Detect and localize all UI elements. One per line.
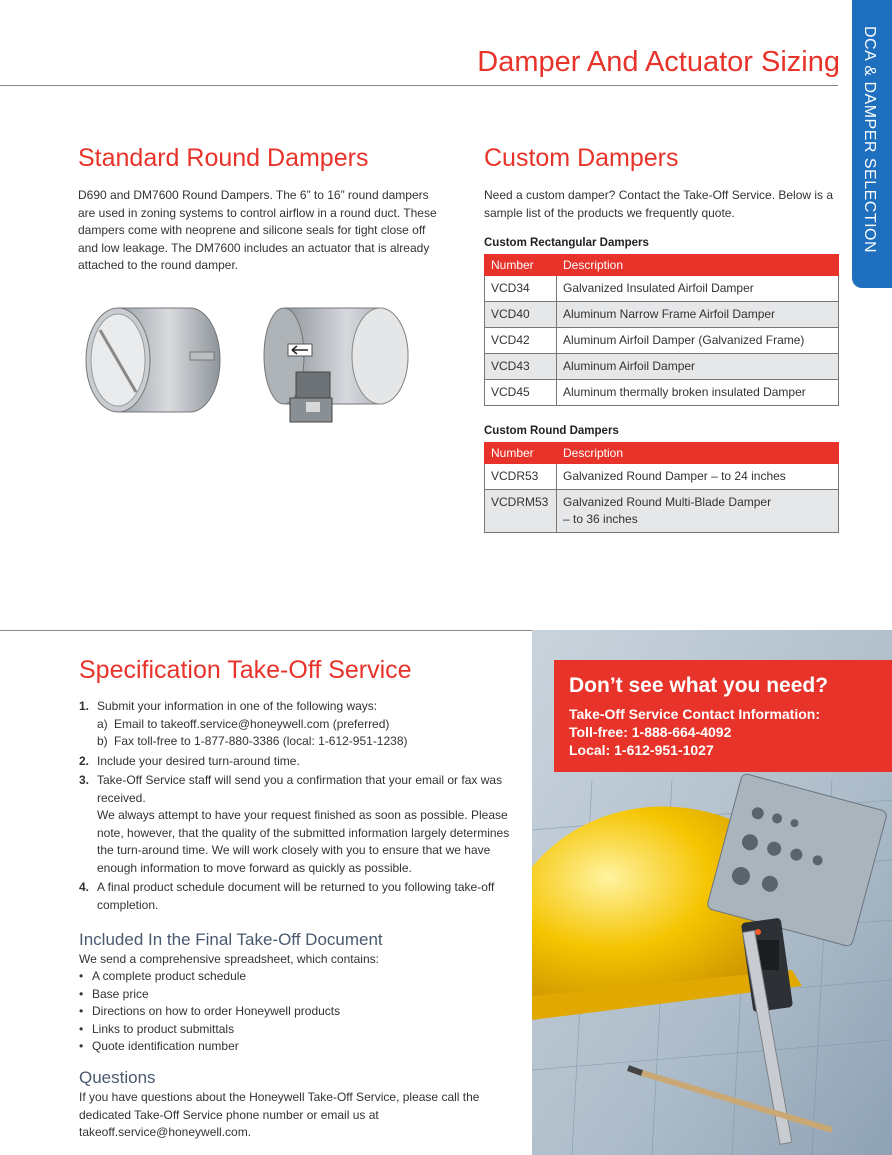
section-divider [0,630,532,631]
questions-text: If you have questions about the Honeywell Take-Off Service, please call the dedicated Take-Off Service phone number or email us at takeoff.service@honeywell.com. [79,1090,480,1139]
cell-description: Galvanized Round Multi-Blade Damper – to 36 inches [557,490,839,533]
step-note: We always attempt to have your request finished as soon as possible. Please note, however, that the quality of the submitted information largely determines the turn-around time. We will work closely with you to ensure that we have enough information to move forward as quickly as possible. [97,808,510,875]
cell-number: VCD34 [485,276,557,302]
included-list [79,968,340,1056]
list-item [79,753,519,771]
cell-description: Aluminum thermally broken insulated Damper [557,380,839,406]
title-divider [0,85,838,86]
rect-dampers-caption: Custom Rectangular Dampers [484,237,649,249]
takeoff-heading: Specification Take-Off Service [79,656,412,684]
col-header-description: Description [557,443,839,464]
included-intro: We send a comprehensive spreadsheet, which contains: [79,952,379,966]
table-row [485,328,839,354]
step-number: 1. [79,699,90,713]
custom-dampers-intro: Need a custom damper? Contact the Take-Off Service. Below is a sample list of the products we frequently quote. [484,188,834,220]
col-header-description: Description [557,255,839,276]
page-title: Damper And Actuator Sizing [477,46,840,78]
dm7600-round-damper-image [262,300,412,430]
step-number: 4. [79,880,90,894]
callout-local: Local: 1-612-951-1027 [569,742,714,758]
standard-dampers-heading: Standard Round Dampers [78,144,369,172]
list-item: • Links to product submittals [79,1021,340,1039]
table-row [485,380,839,406]
cell-description: Galvanized Round Damper – to 24 inches [557,464,839,490]
cell-description: Aluminum Narrow Frame Airfoil Damper [557,302,839,328]
standard-dampers-text: D690 and DM7600 Round Dampers. The 6” to 16” round dampers are used in zoning systems to control airflow in a round duct. These dampers come with neoprene and silicone seals for tight close off and low leakage. The DM7600 includes an actuator that is already attached to the round damper. [78,188,437,272]
step-number: 3. [79,773,90,787]
cell-description: Galvanized Insulated Airfoil Damper [557,276,839,302]
step-text: Take-Off Service staff will send you a confirmation that your email or fax was received. [97,773,503,805]
cell-number: VCDR53 [485,464,557,490]
list-item: • Quote identification number [79,1038,340,1056]
cell-number: VCD43 [485,354,557,380]
list-item [79,772,519,877]
sub-item [97,733,519,751]
round-dampers-caption: Custom Round Dampers [484,425,619,437]
list-item [79,698,519,751]
table-row [485,354,839,380]
table-row [485,276,839,302]
questions-heading: Questions [79,1068,156,1087]
callout-title: Don’t see what you need? [569,674,829,697]
col-header-number: Number [485,255,557,276]
d690-round-damper-image [78,300,228,420]
cell-number: VCD42 [485,328,557,354]
cell-description: Aluminum Airfoil Damper (Galvanized Frame) [557,328,839,354]
step-text: A final product schedule document will be returned to you following take-off completion. [97,880,495,912]
included-heading: Included In the Final Take-Off Document [79,930,383,949]
step-number: 2. [79,753,90,768]
contact-callout [554,660,892,772]
list-item [79,879,519,914]
list-item: • Base price [79,986,340,1004]
callout-toll-free: Toll-free: 1-888-664-4092 [569,724,732,740]
section-side-tab[interactable] [852,0,892,288]
cell-number: VCDRM53 [485,490,557,533]
takeoff-steps [79,698,519,916]
fax-option: Fax toll-free to 1-877-880-3386 (local: 1-612-951-1238) [114,734,408,748]
sub-label: a) [97,716,108,731]
table-row [485,302,839,328]
sub-item [97,716,519,734]
rect-dampers-table [484,254,839,406]
callout-contact-label: Take-Off Service Contact Information: [569,706,821,722]
side-tab-label: DCA & DAMPER SELECTION [861,26,878,254]
table-row [485,464,839,490]
list-item: • A complete product schedule [79,968,340,986]
col-header-number: Number [485,443,557,464]
round-dampers-table [484,442,839,533]
cell-number: VCD45 [485,380,557,406]
list-item: • Directions on how to order Honeywell products [79,1003,340,1021]
cell-description: Aluminum Airfoil Damper [557,354,839,380]
table-row [485,490,839,533]
email-option: Email to takeoff.service@honeywell.com (preferred) [114,716,390,731]
sub-label: b) [97,734,108,748]
step-text: Include your desired turn-around time. [97,753,300,768]
custom-dampers-heading: Custom Dampers [484,144,679,172]
cell-number: VCD40 [485,302,557,328]
step-text: Submit your information in one of the following ways: [97,699,378,713]
